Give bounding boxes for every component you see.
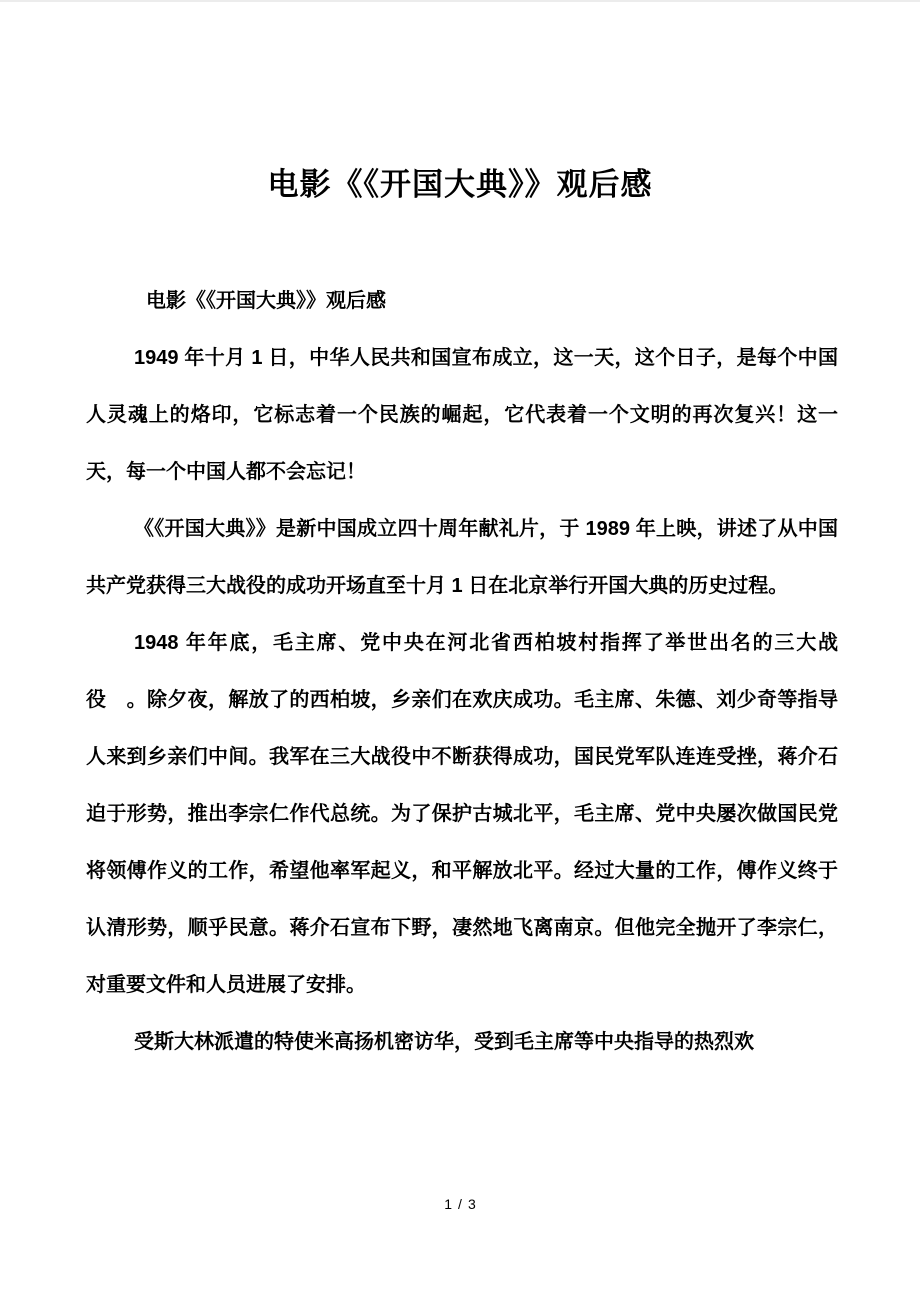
document-body <box>0 273 920 1071</box>
page-footer <box>0 1196 920 1212</box>
document-title: 电影《《开国大典》》观后感 <box>267 167 653 202</box>
paragraph: 受斯大林派遣的特使米高扬机密访华，受到毛主席等中央指导的热烈欢 <box>134 1031 754 1054</box>
page-number-current: 1 <box>444 1196 453 1212</box>
paragraph-heading: 电影《《开国大典》》观后感 <box>146 290 386 313</box>
paragraph: 《《开国大典》》是新中国成立四十周年献礼片，于 1989 年上映，讲述了从中国共产党获得三大战役的成功开场直至十月 1 日在北京举行开国大典的历史过程。 <box>86 518 838 598</box>
page-number-separator: / <box>458 1196 462 1212</box>
page-number-total: 3 <box>467 1196 476 1212</box>
paragraph: 1949 年十月 1 日，中华人民共和国宣布成立，这一天，这个日子，是每个中国人灵魂上的烙印，它标志着一个民族的崛起，它代表着一个文明的再次复兴！这一天，每一个中国人都不会忘记！ <box>86 347 838 484</box>
paragraph: 1948 年年底，毛主席、党中央在河北省西柏坡村指挥了举世出名的三大战役 。除夕夜，解放了的西柏坡，乡亲们在欢庆成功。毛主席、朱德、刘少奇等指导人来到乡亲们中间。我军在三大战役中不断获得成功，国民党军队连连受挫，蒋介石迫于形势，推出李宗仁作代总统。为了保护古城北平，毛主席、党中央屡次做国民党将领傅作义的工作，希望他率军起义，和平解放北平。经过大量的工作，傅作义终于认清形势，顺乎民意。蒋介石宣布下野，凄然地飞离南京。但他完全抛开了李宗仁，对重要文件和人员进展了安排。 <box>86 632 838 997</box>
